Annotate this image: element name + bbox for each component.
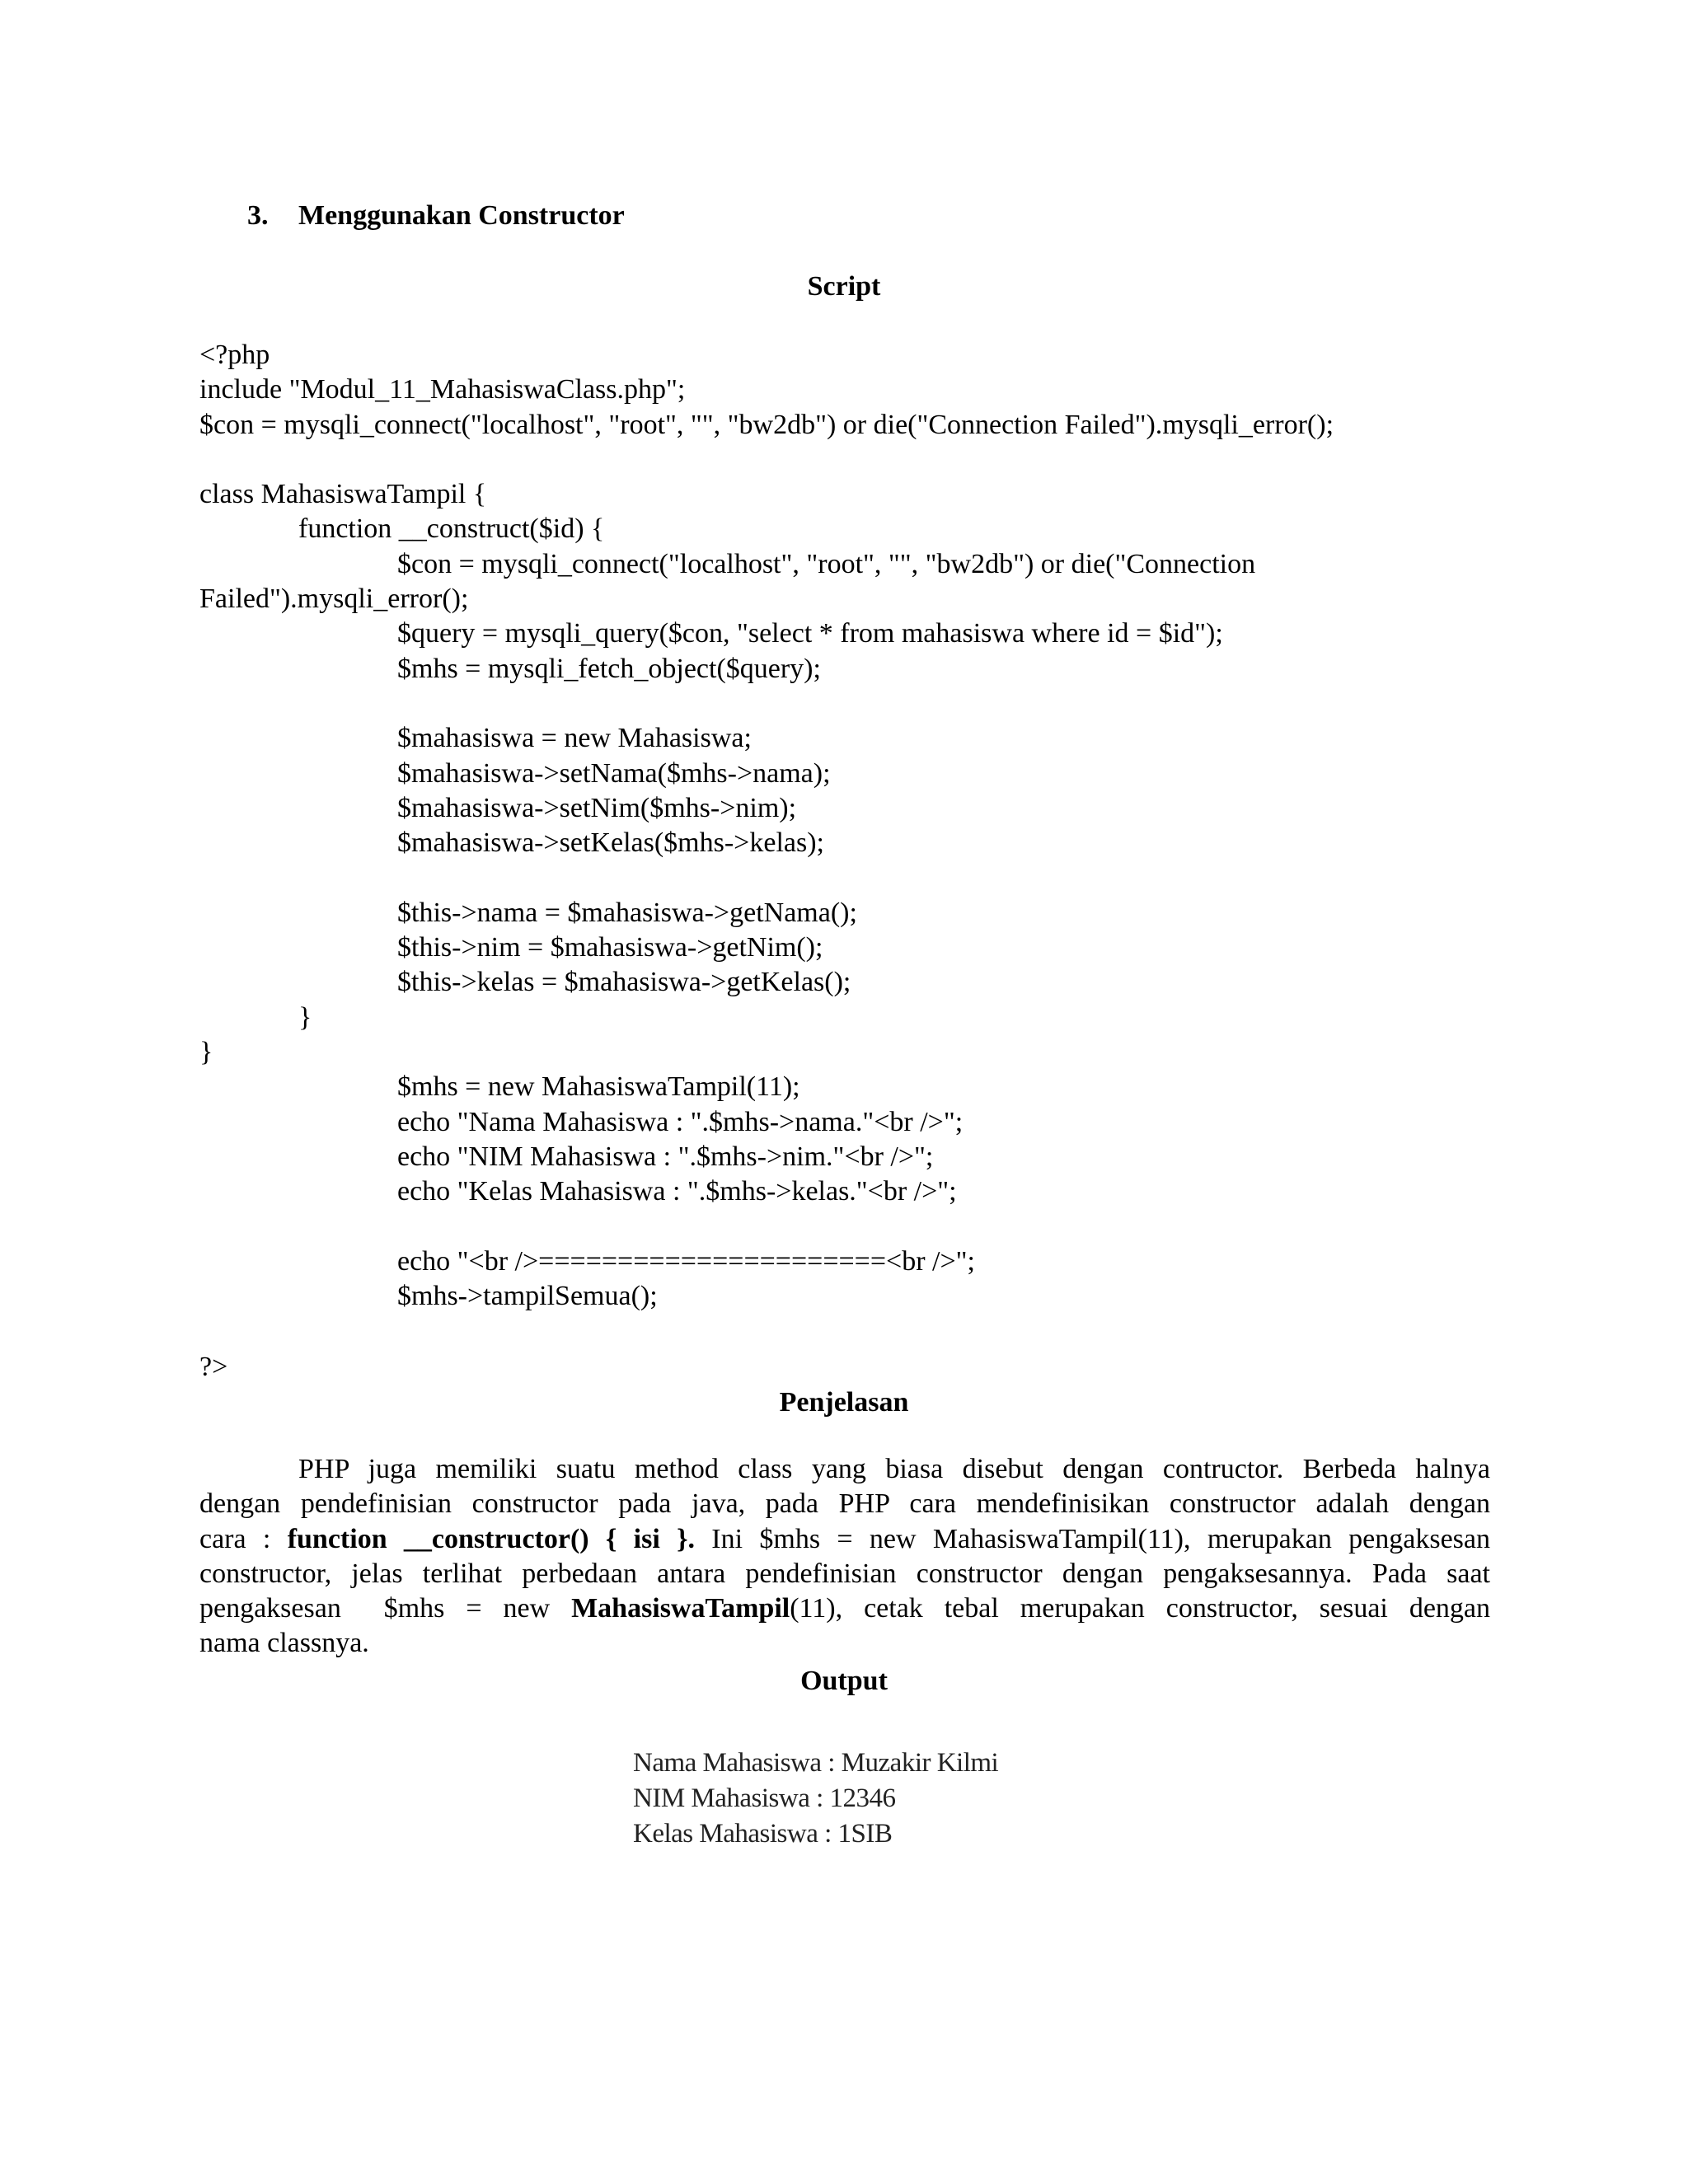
output-screenshot	[633, 1746, 1062, 1861]
section-heading	[247, 198, 625, 234]
paragraph-line: PHP juga memiliki suatu method class yang biasa disebut dengan contructor. Berbeda halnya	[298, 1454, 1490, 1484]
code-line: echo "NIM Mahasiswa : ".$mhs->nim."<br />";	[397, 1141, 934, 1172]
code-line: $mahasiswa->setNama($mhs->nama);	[397, 757, 831, 789]
code-line: $mhs->tampilSemua();	[397, 1281, 658, 1312]
paragraph-line	[199, 1522, 1490, 1557]
code-line: $mahasiswa = new Mahasiswa;	[397, 723, 752, 754]
code-line	[199, 1209, 1485, 1244]
paragraph-text: cara :	[199, 1523, 288, 1554]
section-title: Menggunakan Constructor	[298, 200, 625, 231]
code-line: include "Modul_11_MahasiswaClass.php";	[199, 374, 686, 405]
code-line: $query = mysqli_query($con, "select * from mahasiswa where id = $id");	[397, 618, 1223, 649]
code-line: $this->nama = $mahasiswa->getNama();	[397, 897, 857, 928]
script-title: Script	[807, 271, 881, 302]
paragraph-bold-text: function __constructor() { isi }.	[287, 1523, 695, 1554]
code-line: $this->kelas = $mahasiswa->getKelas();	[397, 967, 851, 998]
code-line: $con = mysqli_connect("localhost", "root", "", "bw2db") or die("Connection	[397, 548, 1256, 579]
output-line: Kelas Mahasiswa : 1SIB	[633, 1819, 893, 1849]
code-line: $mhs = mysqli_fetch_object($query);	[397, 653, 821, 684]
code-line	[199, 443, 1485, 477]
penjelasan-title: Penjelasan	[779, 1387, 909, 1418]
output-line: Nama Mahasiswa : Muzakir Kilmi	[633, 1748, 999, 1778]
code-line: $con = mysqli_connect("localhost", "root", "", "bw2db") or die("Connection Failed").mysqli_error();	[199, 409, 1334, 440]
code-line	[199, 687, 1485, 721]
paragraph-text: (11), cetak tebal merupakan constructor, sesuai dengan	[790, 1593, 1491, 1624]
code-line: $this->nim = $mahasiswa->getNim();	[397, 932, 823, 963]
code-line: class MahasiswaTampil {	[199, 479, 487, 510]
code-line: $mahasiswa->setNim($mhs->nim);	[397, 792, 797, 823]
paragraph-line	[199, 1591, 1490, 1626]
code-line: $mhs = new MahasiswaTampil(11);	[397, 1071, 800, 1103]
code-line: }	[298, 1001, 312, 1033]
paragraph-line: dengan pendefinisian constructor pada java, pada PHP cara mendefinisikan constructor adalah dengan	[199, 1488, 1490, 1520]
paragraph-line: nama classnya.	[199, 1628, 369, 1659]
code-line: echo "Nama Mahasiswa : ".$mhs->nama."<br />";	[397, 1106, 964, 1137]
paragraph-bold-text: MahasiswaTampil	[571, 1593, 790, 1624]
code-line: function __construct($id) {	[298, 513, 605, 545]
code-line: $mahasiswa->setKelas($mhs->kelas);	[397, 827, 824, 859]
penjelasan-paragraph	[199, 1452, 1490, 1661]
code-line: <?php	[199, 340, 270, 370]
output-title: Output	[800, 1666, 888, 1696]
code-line: echo "<br />======================<br />";	[397, 1245, 975, 1277]
code-block	[199, 338, 1485, 1314]
code-line	[199, 860, 1485, 895]
php-closing-tag: ?>	[199, 1352, 228, 1382]
paragraph-line: constructor, jelas terlihat perbedaan antara pendefinisian constructor dengan pengaksesannya. Pada saat	[199, 1558, 1490, 1589]
paragraph-text: pengaksesan $mhs = new	[199, 1593, 572, 1624]
output-line: NIM Mahasiswa : 12346	[633, 1783, 896, 1813]
code-line: }	[199, 1036, 213, 1067]
paragraph-text: Ini $mhs = new MahasiswaTampil(11), merupakan pengaksesan	[694, 1523, 1491, 1554]
code-line: echo "Kelas Mahasiswa : ".$mhs->kelas."<br />";	[397, 1176, 957, 1207]
section-number: 3.	[247, 200, 269, 231]
code-line: Failed").mysqli_error();	[199, 583, 469, 615]
